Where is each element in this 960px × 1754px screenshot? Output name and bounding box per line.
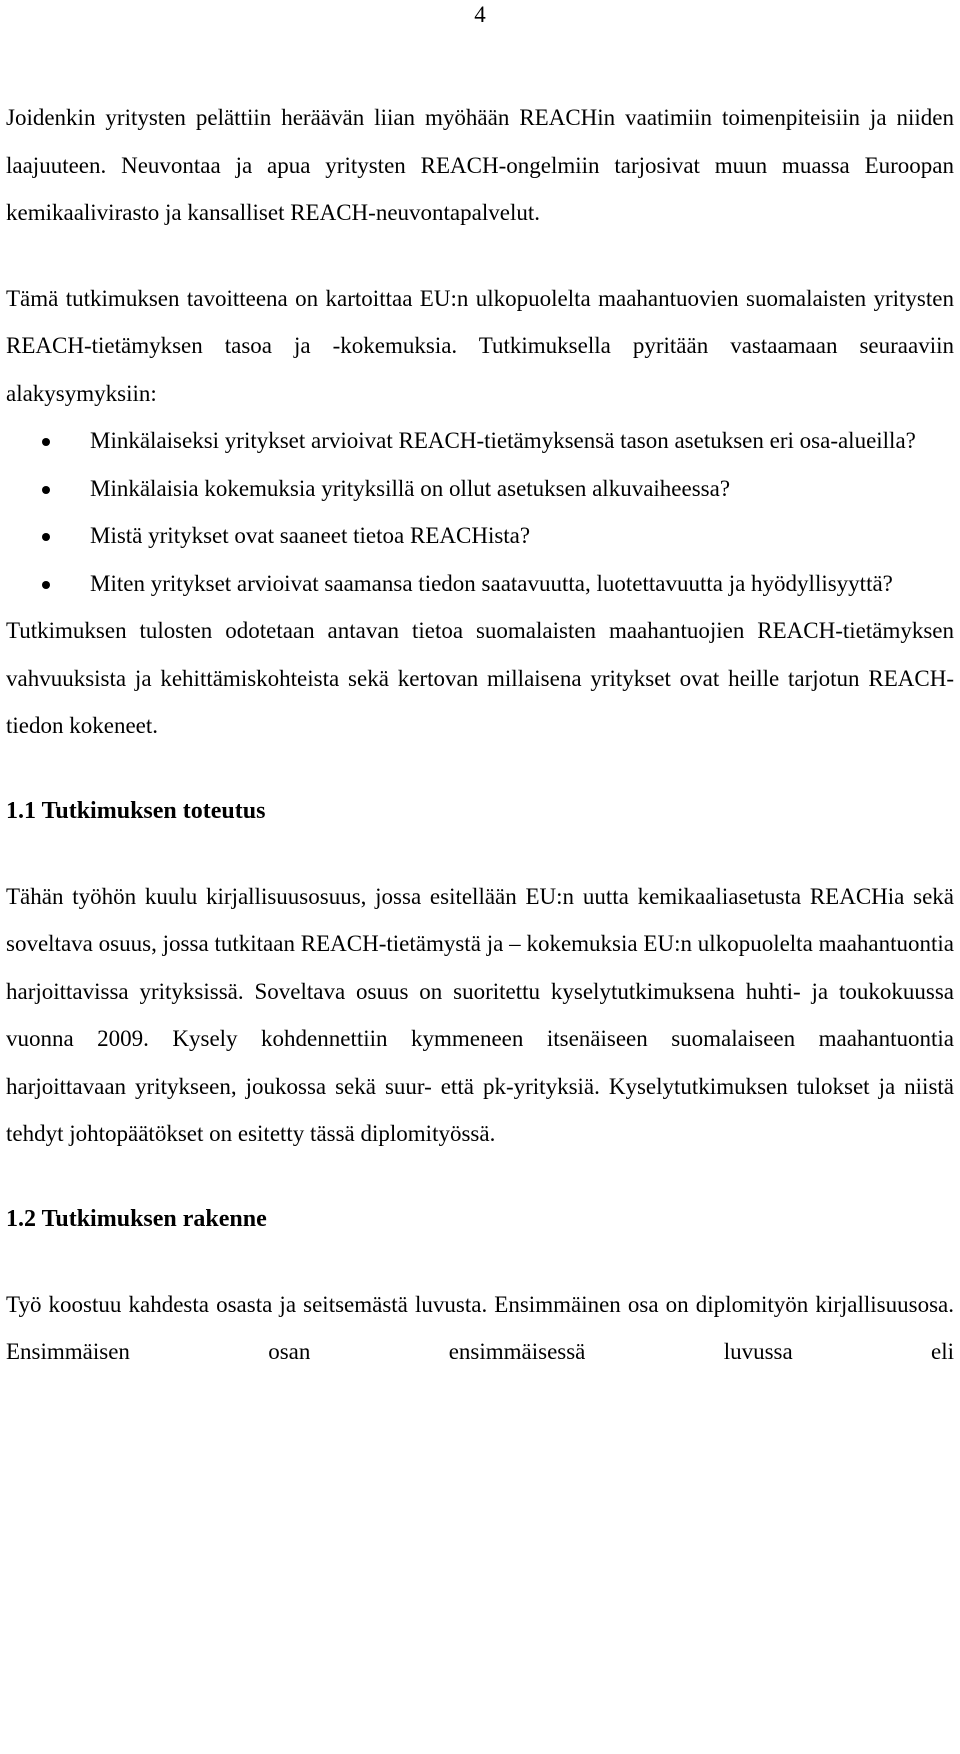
list-item-text: Minkälaisia kokemuksia yrityksillä on ollut asetuksen alkuvaiheessa? [90,475,731,501]
list-item [6,465,954,513]
bullet-icon [42,438,50,446]
list-item-text: Minkälaiseksi yritykset arvioivat REACH-tietämyksensä tason asetuksen eri osa-alueilla? [90,428,916,453]
bullet-icon [42,486,50,494]
paragraph-structure: Työ koostuu kahdesta osasta ja seitsemästä luvusta. Ensimmäinen osa on diplomityön kirjallisuusosa. Ensimmäisen osan ensimmäisessä luvussa eli [6,1291,954,1364]
paragraph-intro: Joidenkin yritysten pelättiin heräävän liian myöhään REACHin vaatimiin toimenpiteisiin ja niiden laajuuteen. Neuvontaa ja apua yritysten REACH-ongelmiin tarjosivat muun muassa Euroopan kemikaalivirasto ja kansalliset REACH-neuvontapalvelut. [6,105,954,225]
page-number: 4 [474,2,486,27]
list-item [6,417,954,465]
list-item [6,560,954,608]
section-heading-implementation: 1.1 Tutkimuksen toteutus [6,797,266,824]
paragraph-objective: Tämä tutkimuksen tavoitteena on kartoittaa EU:n ulkopuolelta maahantuovien suomalaisten yritysten REACH-tietämyksen tasoa ja -kokemuksia. Tutkimuksella pyritään vastaamaan seuraaviin alakysymyksiin: [6,285,954,406]
list-item-text: Miten yritykset arvioivat saamansa tiedon saatavuutta, luotettavuutta ja hyödyllisyyttä? [90,570,893,596]
paragraph-expected-results: Tutkimuksen tulosten odotetaan antavan tietoa suomalaisten maahantuojien REACH-tietämyksen vahvuuksista ja kehittämiskohteista sekä kertovan millaisena yritykset ovat heille tarjotun REACH-tiedon kokeneet. [6,618,954,738]
document-body [6,94,954,1376]
section-heading-structure: 1.2 Tutkimuksen rakenne [6,1205,267,1232]
research-questions-list [6,417,954,607]
bullet-icon [42,533,50,541]
bullet-icon [42,581,50,589]
paragraph-implementation: Tähän työhön kuulu kirjallisuusosuus, jossa esitellään EU:n uutta kemikaaliasetusta REACHia sekä soveltava osuus, jossa tutkitaan REACH-tietämystä ja – kokemuksia EU:n ulkopuolelta maahantuontia harjoittavissa yrityksissä. Soveltava osuus on suoritettu kyselytutkimuksena huhti- ja toukokuussa vuonna 2009. Kysely kohdennettiin kymmeneen itsenäiseen suomalaiseen maahantuontia harjoittavaan yritykseen, joukossa sekä suur- että pk-yrityksiä. Kyselytutkimuksen tulokset ja niistä tehdyt johtopäätökset on esitetty tässä diplomityössä. [6,883,954,1146]
list-item-text: Mistä yritykset ovat saaneet tietoa REACHista? [90,523,531,548]
list-item [6,512,954,560]
